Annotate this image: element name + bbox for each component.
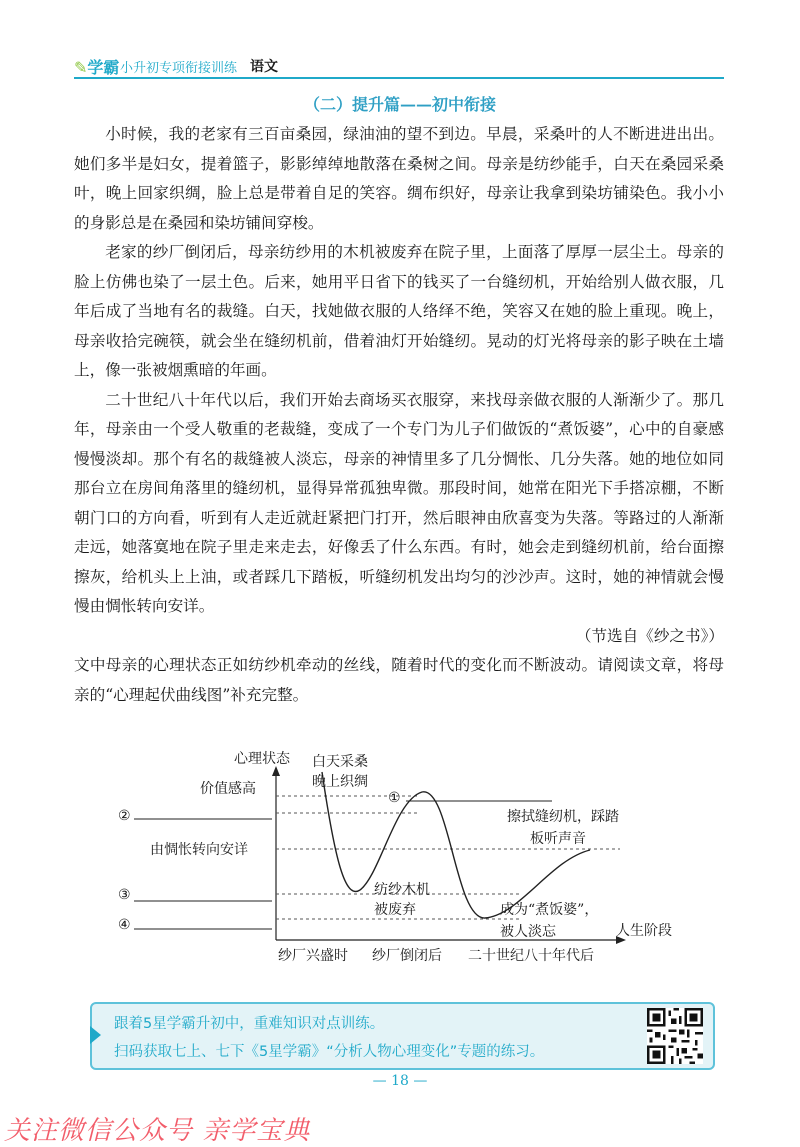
banner-line-2: 扫码获取七上、七下《5星学霸》“分析人物心理变化”专题的练习。 xyxy=(114,1044,545,1060)
paragraph-3: 二十世纪八十年代以后，我们开始去商场买衣服穿，来找母亲做衣服的人渐渐少了。那几年，母亲由一个受人敬重的老裁缝，变成了一个专门为儿子们做饭的“煮饭婆”，心中的自豪感慢慢淡却。那个有名的裁缝被人淡忘，母亲的神情里多了几分惆怅、几分失落。她的地位如同那台立在房间角落里的缝纫机，显得异常孤独卑微。那段时间，她常在阳光下手搭凉棚，不断朝门口的方向看，听到有人走近就赶紧把门打开，然后眼神由欣喜变为失落。等路过的人渐渐走远，她落寞地在院子里走来走去，好像丢了什么东西。有时，她会走到缝纫机前，给台面擦擦灰，给机头上上油，或者踩几下踏板，听缝纫机发出均匀的沙沙声。这时，她的神情就会慢慢由惆怅转向安详。 xyxy=(74,390,724,615)
x-category-1: 纱厂兴盛时 xyxy=(278,948,348,964)
page-number: — 18 — xyxy=(372,1073,428,1089)
y-label-calm: 由惆怅转向安详 xyxy=(150,842,248,858)
annotation-day-night-1: 白天采桑 xyxy=(312,754,368,770)
watermark: 关注微信公众号 亲学宝典 xyxy=(4,1116,311,1146)
y-label-value-high: 价值感高 xyxy=(200,781,256,797)
banner-line-1: 跟着5星学霸升初中，重难知识对点训练。 xyxy=(114,1016,385,1032)
question-prompt: 文中母亲的心理状态正如纺纱机牵动的丝线，随着时代的变化而不断波动。请阅读文章，将母亲的“心理起伏曲线图”补充完整。 xyxy=(74,656,724,704)
annotation-blank-1: ① xyxy=(388,790,401,806)
paragraph-1: 小时候，我的老家有三百亩桑园，绿油油的望不到边。早晨，采桑叶的人不断进进出出。她们多半是妇女，提着篮子，影影绰绰地散落在桑树之间。母亲是纺纱能手，白天在桑园采桑叶，晚上回家织绸，脸上总是带着自足的笑容。绸布织好，母亲让我拿到染坊铺染色。我小小的身影总是在桑园和染坊铺间穿梭。 xyxy=(74,125,724,232)
y-axis-arrow xyxy=(272,766,280,776)
annotation-sewing-1: 擦拭缝纫机，踩踏 xyxy=(507,809,619,825)
annotation-cook-2: 被人淡忘 xyxy=(500,924,556,940)
y-label-blank-2: ② xyxy=(118,808,131,824)
y-axis-title: 心理状态 xyxy=(234,751,290,767)
y-label-blank-4: ④ xyxy=(118,917,131,933)
qr-code-icon[interactable] xyxy=(647,1008,703,1064)
series-title: 小升初专项衔接训练 xyxy=(120,61,238,76)
y-label-blank-3: ③ xyxy=(118,887,131,903)
paragraph-2: 老家的纱厂倒闭后，母亲纺纱用的木机被废弃在院子里，上面落了厚厚一层尘土。母亲的脸上仿佛也染了一层土色。后来，她用平日省下的钱买了一台缝纫机，开始给别人做衣服，几年后成了当地有名的裁缝。白天，找她做衣服的人络绎不绝，笑容又在她的脸上重现。晚上，母亲收拾完碗筷，就会坐在缝纫机前，借着油灯开始缝纫。晃动的灯光将母亲的影子映在土墙上，像一张被烟熏暗的年画。 xyxy=(74,243,724,379)
annotation-sewing-2: 板听声音 xyxy=(530,831,586,847)
x-category-3: 二十世纪八十年代后 xyxy=(468,948,594,964)
annotation-cook-1: 成为“煮饭婆”， xyxy=(500,902,599,918)
x-category-2: 纱厂倒闭后 xyxy=(372,948,442,964)
annotation-spinning-2: 被废弃 xyxy=(374,902,416,918)
passage-source: （节选自《纱之书》） xyxy=(575,626,724,645)
brand-logo-text: 学霸 xyxy=(87,58,120,77)
section-title: （二）提升篇——初中衔接 xyxy=(303,95,496,114)
promo-banner xyxy=(90,1002,715,1070)
leaf-icon: ✎ xyxy=(74,58,88,77)
x-axis-title: 人生阶段 xyxy=(616,923,672,939)
annotation-day-night-2: 晚上织绸 xyxy=(312,774,368,790)
subject-label: 语文 xyxy=(250,59,278,75)
play-arrow-icon xyxy=(90,1026,101,1044)
annotation-spinning-1: 纺纱木机 xyxy=(374,882,430,898)
